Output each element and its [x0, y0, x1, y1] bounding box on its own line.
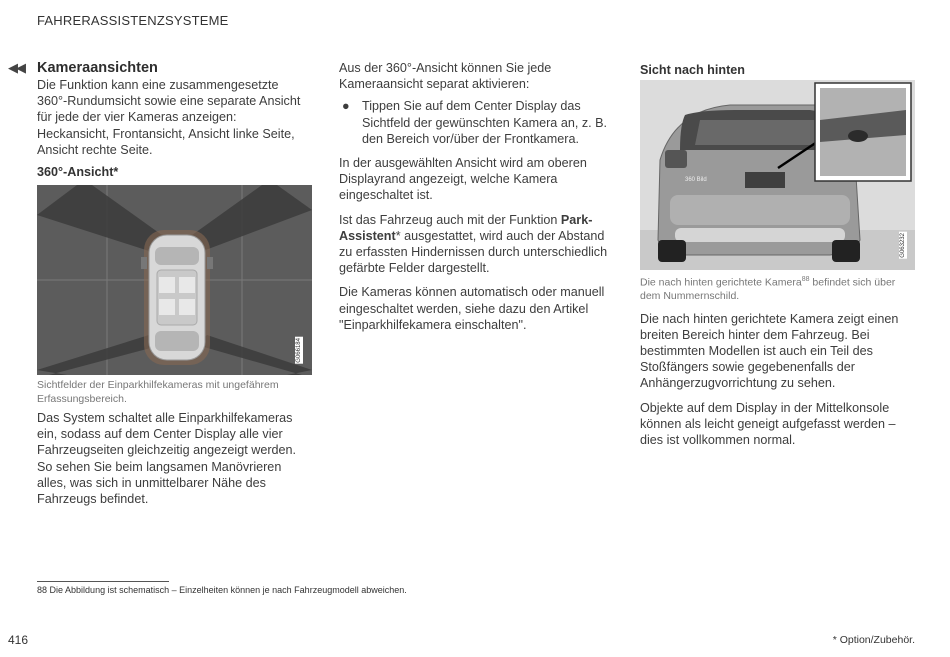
caption-text: Die nach hinten gerichtete Kamera	[640, 276, 802, 289]
caption-text: befindet sich über dem Nummernschild.	[640, 276, 896, 302]
paragraph-display-edge: In der ausgewählten Ansicht wird am oberen Displayrand angezeigt, welche Kamera eingeschaltet ist.	[339, 156, 587, 203]
paragraph-activate: Aus der 360°-Ansicht können Sie jede Kameraansicht separat aktivieren:	[339, 61, 552, 92]
figure-code: G066184	[296, 338, 302, 363]
intro-paragraph: Die Funktion kann eine zusammengesetzte 360°-Rundumsicht sowie eine separate Ansicht für jede der vier Kameras anzeigen: Heckansicht, Frontansicht, Ansicht linke Seite, Ansicht rechte Seite.	[37, 78, 301, 157]
car-badge: 360 Bild	[685, 177, 707, 183]
figure-code: G063232	[900, 233, 906, 258]
paragraph-wide-area: Die nach hinten gerichtete Kamera zeigt einen breiten Bereich hinter dem Fahrzeug. Bei bestimmten Modellen ist auch ein Teil des Stoßfängers sowie gegebenenfalls der Anhängerzugvorrichtung zu sehen.	[640, 311, 899, 391]
list-item	[339, 98, 614, 147]
figure-caption	[640, 273, 915, 304]
footnote-divider	[37, 581, 169, 582]
previous-page-icon[interactable]: ◀◀	[8, 60, 24, 75]
bullet-text: Tippen Sie auf dem Center Display das Sichtfeld der gewünschten Kamera an, z. B. den Bereich vor/über der Frontkamera.	[362, 99, 608, 146]
bullet-icon: ●	[342, 99, 350, 114]
figure-360-view	[37, 185, 312, 375]
360-view-illustration	[37, 185, 312, 375]
footnote	[37, 585, 407, 595]
subheading-rear-view: Sicht nach hinten	[640, 63, 745, 77]
paragraph-cameras-switch: Die Kameras können automatisch oder manuell eingeschaltet werden, siehe dazu den Artikel "Einparkhilfekamera einschalten".	[339, 285, 605, 332]
figure-rear-camera	[640, 80, 915, 270]
option-note: * Option/Zubehör.	[832, 634, 915, 646]
body-paragraph: Das System schaltet alle Einparkhilfekameras ein, sodass auf dem Center Display alle vier Fahrzeugseiten gleichzeitig angezeigt werden. So sehen Sie beim langsamen Manövrieren alles, was sich in unmittelbarer Nähe des Fahrzeugs befindet.	[37, 411, 297, 507]
section-heading: Kameraansichten	[37, 60, 158, 76]
rear-camera-illustration	[640, 80, 915, 270]
column-1-lower	[37, 379, 312, 515]
text-run: Ist das Fahrzeug auch mit der Funktion	[339, 212, 561, 227]
park-assist-term: Park-Assistent	[339, 212, 593, 243]
subheading-360: 360°-Ansicht*	[37, 165, 119, 180]
footnote-number: 88	[37, 585, 48, 595]
figure-caption: Sichtfelder der Einparkhilfekameras mit ungefährem Erfassungsbereich.	[37, 379, 279, 405]
column-3-lower	[640, 273, 915, 456]
paragraph-park-assist	[339, 212, 614, 277]
text-run: * ausgestattet, wird auch der Abstand zu erfassten Hindernissen durch unterschiedlich gefärbte Felder dargestellt.	[339, 228, 608, 276]
column-2	[339, 60, 614, 341]
column-3	[640, 62, 915, 78]
page-number: 416	[8, 633, 29, 647]
footnote-ref[interactable]: 88	[801, 276, 810, 283]
page-header: FAHRERASSISTENZSYSTEME	[37, 13, 229, 28]
paragraph-tilted: Objekte auf dem Display in der Mittelkonsole können als leicht geneigt aufgefasst werden – dies ist vollkommen normal.	[640, 400, 896, 447]
footnote-text: Die Abbildung ist schematisch – Einzelheiten können je nach Fahrzeugmodell abweichen.	[49, 585, 407, 595]
column-1	[37, 60, 312, 184]
